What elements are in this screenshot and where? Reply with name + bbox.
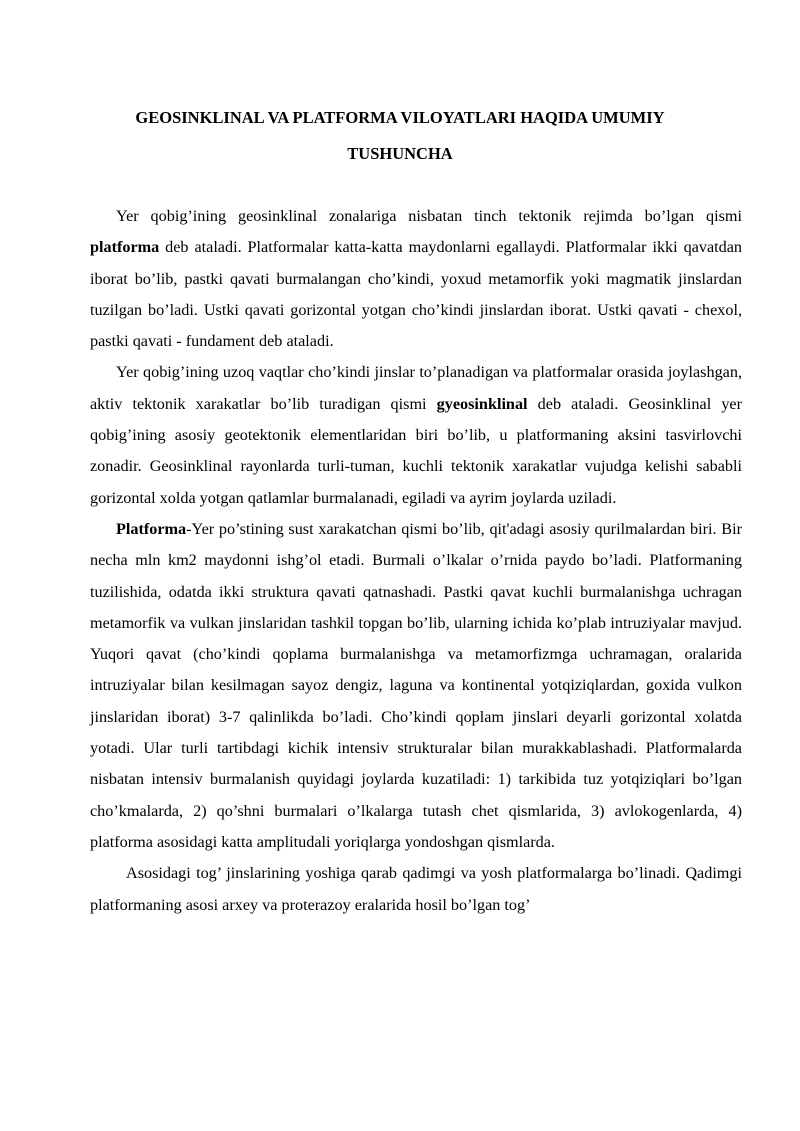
term-platforma-heading: Platforma [116,519,187,538]
paragraph-platforma-definition [90,201,742,357]
document-body [90,201,742,921]
term-gyeosinklinal: gyeosinklinal [436,394,528,413]
paragraph-text: deb ataladi. Platformalar katta-katta maydonlarni egallaydi. Platformalar ikki qavatdan iborat bo’lib, pastki qavati burmalangan cho’kindi, yoxud metamorfik yoki magmatik jinslardan tuzilgan bo’ladi. Ustki qavati gorizontal yotgan cho’kindi jinslardan iborat. Ustki qavati - chexol, pastki qavati - fundament deb ataladi. [90,238,742,351]
paragraph-text: -Yer po’stining sust xarakatchan qismi bo’lib, qit'adagi asosiy qurilmalardan biri. Bir necha mln km2 maydonni ishg’ol etadi. Burmali o’lkalar o’rnida paydo bo’ladi. Platformaning tuzilishida, odatda ikki struktura qavati qatnashadi. Pastki qavat kuchli burmalanishga uchragan metamorfik va vulkan jinslaridan tashkil topgan bo’lib, ularning ichida ko’plab intruziyalar mavjud. Yuqori qavat (cho’kindi qoplama burmalanishga va metamorfizmga uchramagan, oralarida intruziyalar bilan kesilmagan sayoz dengiz, laguna va kontinental yotqiziqlardan, goxida vulkon jinslaridan iborat) 3-7 qalinlikda bo’ladi. Cho’kindi qoplam jinslari deyarli gorizontal xolatda yotadi. Ular turli tartibdagi kichik intensiv strukturalar bilan murakkablashadi. Platformalarda nisbatan intensiv burmalanish quyidagi joylarda kuzatiladi: 1) tarkibida tuz yotqiziqlari bo’lgan cho’kmalarda, 2) qo’shni burmalari o’lkalarga tutash chet qismlarida, 3) avlokogenlarda, 4) platforma asosidagi katta amplitudali yoriqlarga yondoshgan qismlarda. [90,519,742,851]
paragraph-geosinklinal-definition [90,357,742,513]
paragraph-text: Yer qobig’ining uzoq vaqtlar cho’kindi jinslar to’planadigan va platformalar orasida joylashgan, aktiv tektonik xarakatlar bo’lib turadigan qismi [90,363,742,413]
term-platforma: platforma [90,238,160,257]
paragraph-platforma-age [90,858,742,921]
paragraph-text: deb ataladi. Geosinklinal yer qobig’ining asosiy geotektonik elementlaridan biri bo’lib, u platformaning aksini tasvirlovchi zonadir. Geosinklinal rayonlarda turli-tuman, kuchli tektonik xarakatlar vujudga kelishi sababli gorizontal xolda yotgan qatlamlar burmalanadi, egiladi va ayrim joylarda uziladi. [90,394,742,507]
paragraph-text: Yer qobig’ining geosinklinal zonalariga nisbatan tinch tektonik rejimda bo’lgan qismi [116,207,742,225]
paragraph-platforma-structure [90,514,742,858]
paragraph-text: Asosidagi tog’ jinslarining yoshiga qarab qadimgi va yosh platformalarga bo’linadi. Qadimgi platformaning asosi arxey va proterazoy eralarida hosil bo’lgan tog’ [90,864,742,914]
page-title: GEOSINKLINAL VA PLATFORMA VILOYATLARI HAQIDA UMUMIY TUSHUNCHA [135,108,665,163]
